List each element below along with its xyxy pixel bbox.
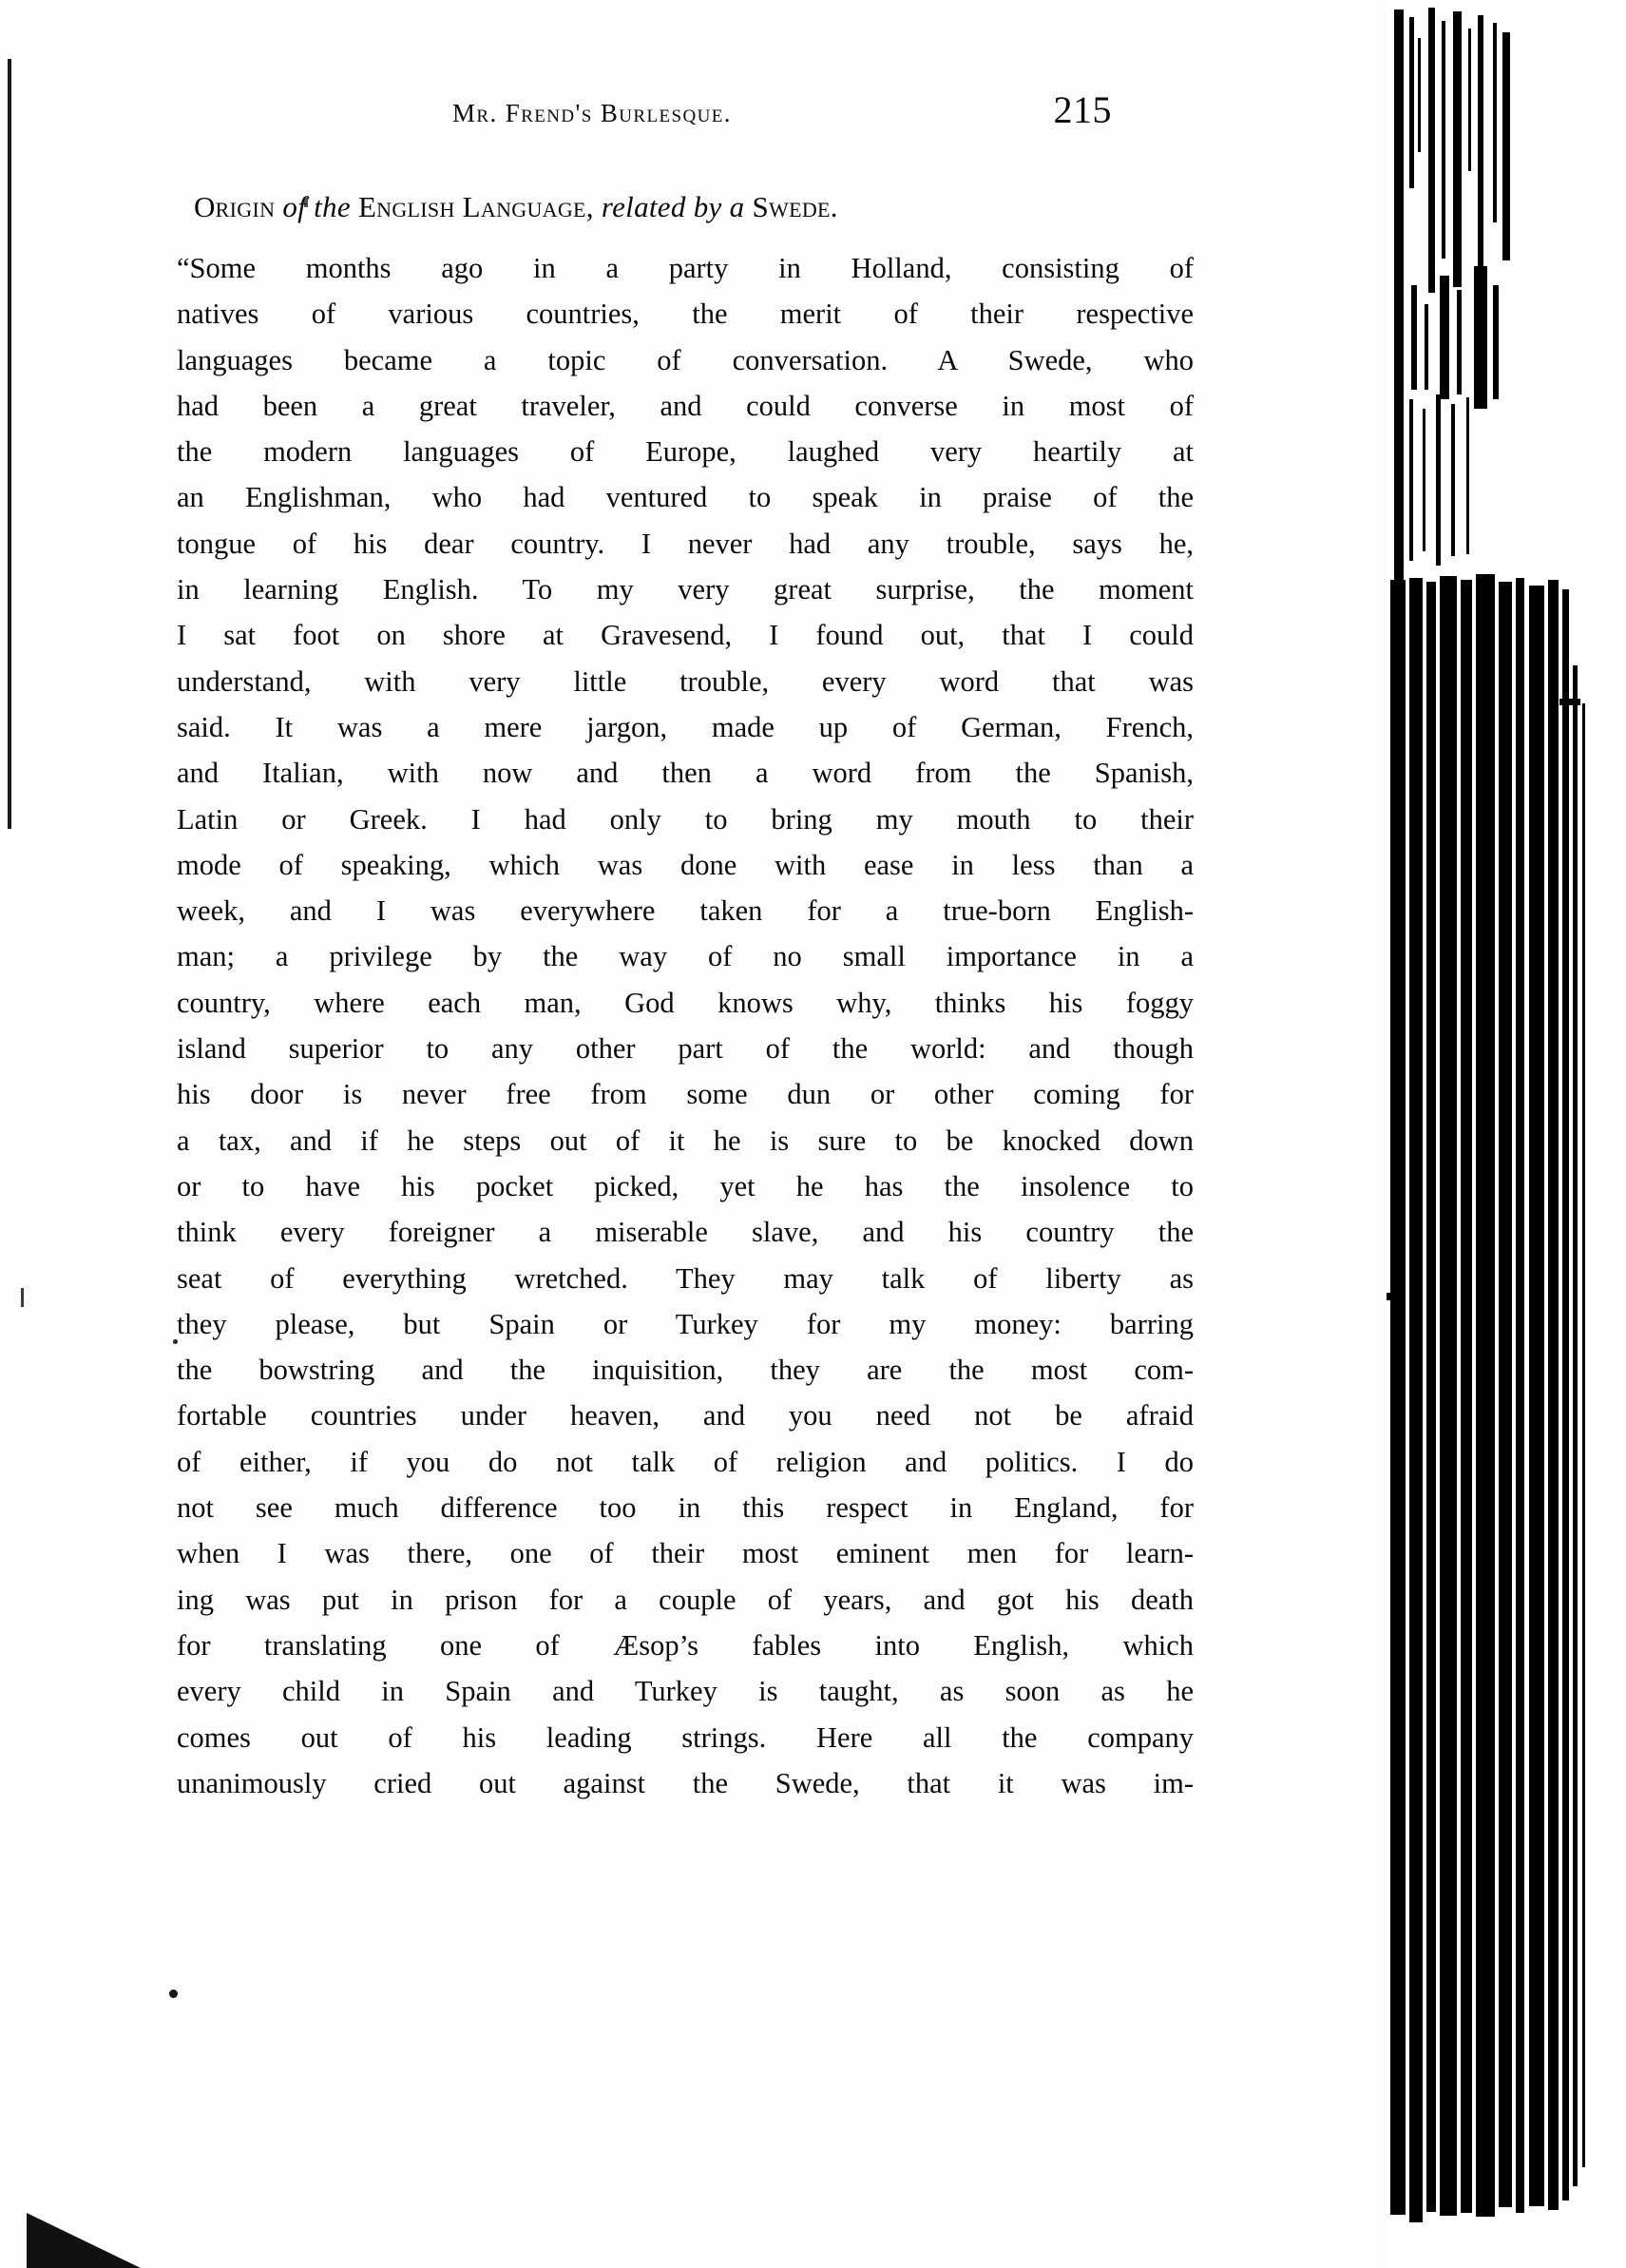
text-column xyxy=(177,0,1194,1806)
body-line: seat of everything wretched. They may talk of liberty as xyxy=(177,1261,1194,1295)
body-line: had been a great traveler, and could converse in most of xyxy=(177,389,1194,422)
body-line: said. It was a mere jargon, made up of German, French, xyxy=(177,710,1194,743)
body-line: they please, but Spain or Turkey for my money: barring xyxy=(177,1307,1194,1340)
body-line: the modern languages of Europe, laughed very heartily at xyxy=(177,435,1194,469)
body-line: a tax, and if he steps out of it he is sure to be knocked down xyxy=(177,1124,1194,1157)
body-line: for translating one of Æsop’s fables into English, which xyxy=(177,1628,1194,1662)
body-line: every child in Spain and Turkey is taught, as soon as he xyxy=(177,1675,1194,1708)
heading-part-swede: Swede. xyxy=(752,190,838,223)
body-line: country, where each man, God knows why, thinks his foggy xyxy=(177,986,1194,1019)
body-line: unanimously cried out against the Swede, that it was im- xyxy=(177,1766,1194,1799)
body-line: languages became a topic of conversation. A Swede, who xyxy=(177,343,1194,376)
body-line: an Englishman, who had ventured to speak in praise of the xyxy=(177,481,1194,514)
body-line: fortable countries under heaven, and you need not be afraid xyxy=(177,1399,1194,1432)
body-line: tongue of his dear country. I never had any trouble, says he, xyxy=(177,527,1194,560)
scan-gutter-shadow xyxy=(1387,0,1626,2268)
heading-part-of-the: of the xyxy=(275,190,358,223)
heading-part-origin: Origin xyxy=(194,190,276,223)
scan-speck-lower xyxy=(169,1989,178,1998)
section-heading xyxy=(194,190,1194,224)
body-line: “Some months ago in a party in Holland, consisting of xyxy=(177,252,1194,284)
running-head-title: Mr. Frend's Burlesque. xyxy=(452,99,732,127)
body-line: or to have his pocket picked, yet he has the insolence to xyxy=(177,1169,1194,1202)
body-line: of either, if you do not talk of religion and politics. I do xyxy=(177,1445,1194,1478)
page-edge-artifact-tick xyxy=(21,1288,24,1307)
body-line: comes out of his leading strings. Here all the company xyxy=(177,1720,1194,1754)
body-line: mode of speaking, which was done with ease in less than a xyxy=(177,848,1194,881)
body-paragraph xyxy=(177,245,1194,1806)
body-line: not see much difference too in this respect in England, for xyxy=(177,1491,1194,1525)
running-head xyxy=(177,88,1194,137)
page-number: 215 xyxy=(1053,88,1112,131)
body-line: his door is never free from some dun or other coming for xyxy=(177,1078,1194,1111)
page-edge-artifact-left xyxy=(8,59,11,829)
body-line: week, and I was everywhere taken for a true-born English- xyxy=(177,894,1194,928)
body-line: the bowstring and the inquisition, they are the most com- xyxy=(177,1354,1194,1387)
heading-part-related-by-a: related by a xyxy=(593,190,753,223)
body-line: in learning English. To my very great surprise, the moment xyxy=(177,573,1194,606)
page-corner-artifact xyxy=(27,2213,141,2268)
body-line: and Italian, with now and then a word from the Spanish, xyxy=(177,757,1194,790)
body-line: island superior to any other part of the world: and though xyxy=(177,1032,1194,1066)
body-line: man; a privilege by the way of no small importance in a xyxy=(177,940,1194,973)
heading-part-english-language: English Language, xyxy=(357,190,594,223)
body-line: ing was put in prison for a couple of years, and got his death xyxy=(177,1583,1194,1616)
body-line: I sat foot on shore at Gravesend, I found out, that I could xyxy=(177,619,1194,652)
body-line: natives of various countries, the merit of their respective xyxy=(177,298,1194,331)
body-line: Latin or Greek. I had only to bring my mouth to their xyxy=(177,802,1194,836)
body-line: understand, with very little trouble, every word that was xyxy=(177,664,1194,698)
body-line: think every foreigner a miserable slave, and his country the xyxy=(177,1216,1194,1249)
body-line: when I was there, one of their most eminent men for learn- xyxy=(177,1537,1194,1570)
